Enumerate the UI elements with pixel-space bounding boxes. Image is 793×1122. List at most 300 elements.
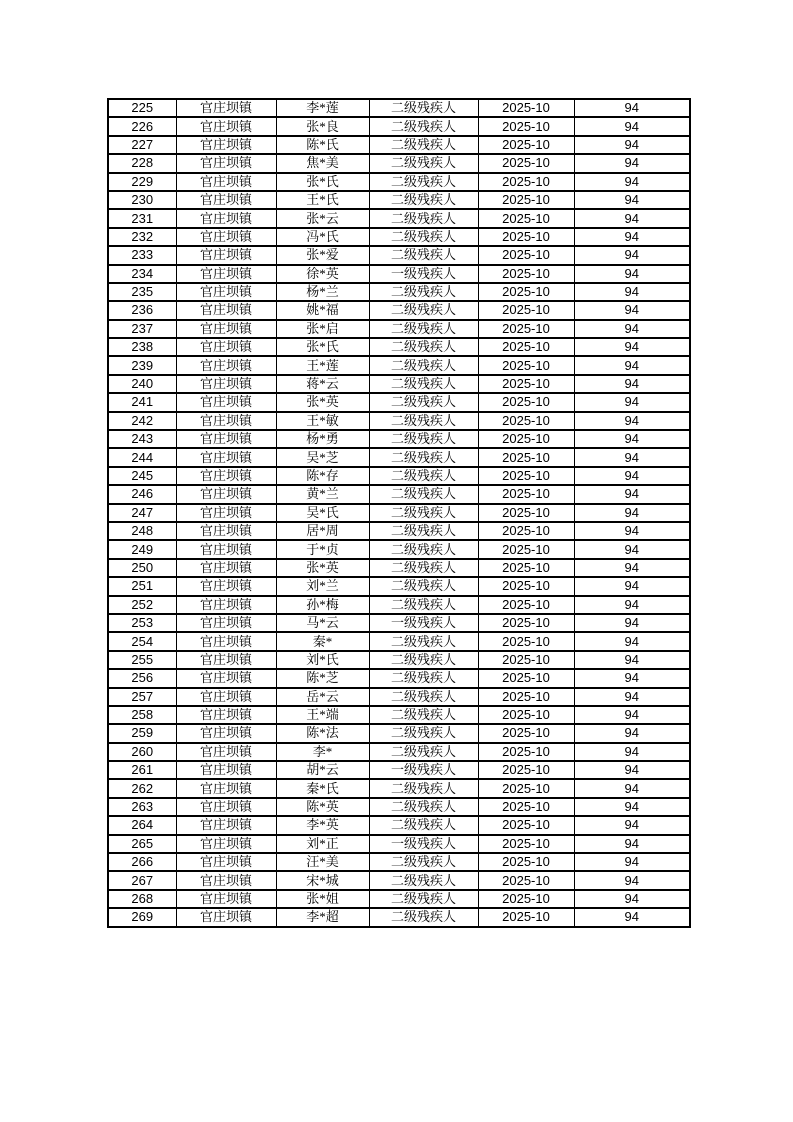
row-number-cell: 234 — [108, 265, 176, 283]
table-row — [108, 412, 690, 430]
name-cell: 张*英 — [276, 393, 369, 411]
row-number-cell: 261 — [108, 761, 176, 779]
category-cell: 二级残疾人 — [369, 651, 478, 669]
row-number-cell: 258 — [108, 706, 176, 724]
table-row — [108, 596, 690, 614]
town-cell: 官庄坝镇 — [176, 338, 276, 356]
row-number-cell: 250 — [108, 559, 176, 577]
name-cell: 吴*氏 — [276, 504, 369, 522]
table-row — [108, 871, 690, 889]
name-cell: 秦*氏 — [276, 779, 369, 797]
category-cell: 二级残疾人 — [369, 743, 478, 761]
name-cell: 秦* — [276, 632, 369, 650]
row-number-cell: 260 — [108, 743, 176, 761]
table-row — [108, 761, 690, 779]
category-cell: 二级残疾人 — [369, 504, 478, 522]
month-cell: 2025-10 — [478, 448, 574, 466]
table-row — [108, 779, 690, 797]
category-cell: 二级残疾人 — [369, 209, 478, 227]
amount-cell: 94 — [574, 136, 690, 154]
row-number-cell: 236 — [108, 301, 176, 319]
table-row — [108, 356, 690, 374]
table-row — [108, 706, 690, 724]
table-row — [108, 522, 690, 540]
name-cell: 徐*英 — [276, 265, 369, 283]
name-cell: 胡*云 — [276, 761, 369, 779]
table-row — [108, 338, 690, 356]
amount-cell: 94 — [574, 688, 690, 706]
amount-cell: 94 — [574, 816, 690, 834]
town-cell: 官庄坝镇 — [176, 743, 276, 761]
category-cell: 二级残疾人 — [369, 393, 478, 411]
month-cell: 2025-10 — [478, 614, 574, 632]
month-cell: 2025-10 — [478, 430, 574, 448]
amount-cell: 94 — [574, 301, 690, 319]
category-cell: 二级残疾人 — [369, 356, 478, 374]
row-number-cell: 254 — [108, 632, 176, 650]
month-cell: 2025-10 — [478, 117, 574, 135]
town-cell: 官庄坝镇 — [176, 614, 276, 632]
month-cell: 2025-10 — [478, 356, 574, 374]
table-row — [108, 669, 690, 687]
name-cell: 王*端 — [276, 706, 369, 724]
amount-cell: 94 — [574, 246, 690, 264]
month-cell: 2025-10 — [478, 779, 574, 797]
name-cell: 杨*兰 — [276, 283, 369, 301]
table-row — [108, 375, 690, 393]
row-number-cell: 226 — [108, 117, 176, 135]
name-cell: 陈*芝 — [276, 669, 369, 687]
amount-cell: 94 — [574, 669, 690, 687]
town-cell: 官庄坝镇 — [176, 632, 276, 650]
category-cell: 二级残疾人 — [369, 430, 478, 448]
row-number-cell: 253 — [108, 614, 176, 632]
category-cell: 二级残疾人 — [369, 577, 478, 595]
table-row — [108, 154, 690, 172]
town-cell: 官庄坝镇 — [176, 596, 276, 614]
category-cell: 二级残疾人 — [369, 375, 478, 393]
category-cell: 一级残疾人 — [369, 761, 478, 779]
month-cell: 2025-10 — [478, 835, 574, 853]
amount-cell: 94 — [574, 209, 690, 227]
amount-cell: 94 — [574, 724, 690, 742]
amount-cell: 94 — [574, 798, 690, 816]
town-cell: 官庄坝镇 — [176, 522, 276, 540]
category-cell: 二级残疾人 — [369, 798, 478, 816]
amount-cell: 94 — [574, 412, 690, 430]
name-cell: 张*良 — [276, 117, 369, 135]
name-cell: 焦*美 — [276, 154, 369, 172]
row-number-cell: 230 — [108, 191, 176, 209]
category-cell: 二级残疾人 — [369, 669, 478, 687]
category-cell: 二级残疾人 — [369, 283, 478, 301]
name-cell: 王*莲 — [276, 356, 369, 374]
name-cell: 于*贞 — [276, 540, 369, 558]
town-cell: 官庄坝镇 — [176, 779, 276, 797]
table-row — [108, 504, 690, 522]
amount-cell: 94 — [574, 191, 690, 209]
town-cell: 官庄坝镇 — [176, 191, 276, 209]
table-row — [108, 99, 690, 117]
month-cell: 2025-10 — [478, 504, 574, 522]
town-cell: 官庄坝镇 — [176, 835, 276, 853]
category-cell: 二级残疾人 — [369, 871, 478, 889]
town-cell: 官庄坝镇 — [176, 173, 276, 191]
town-cell: 官庄坝镇 — [176, 393, 276, 411]
amount-cell: 94 — [574, 154, 690, 172]
table-row — [108, 265, 690, 283]
category-cell: 二级残疾人 — [369, 559, 478, 577]
month-cell: 2025-10 — [478, 908, 574, 926]
name-cell: 宋*城 — [276, 871, 369, 889]
row-number-cell: 263 — [108, 798, 176, 816]
row-number-cell: 227 — [108, 136, 176, 154]
table-row — [108, 798, 690, 816]
town-cell: 官庄坝镇 — [176, 853, 276, 871]
town-cell: 官庄坝镇 — [176, 99, 276, 117]
month-cell: 2025-10 — [478, 283, 574, 301]
category-cell: 二级残疾人 — [369, 136, 478, 154]
name-cell: 岳*云 — [276, 688, 369, 706]
month-cell: 2025-10 — [478, 209, 574, 227]
name-cell: 李*超 — [276, 908, 369, 926]
amount-cell: 94 — [574, 375, 690, 393]
category-cell: 二级残疾人 — [369, 246, 478, 264]
row-number-cell: 265 — [108, 835, 176, 853]
row-number-cell: 243 — [108, 430, 176, 448]
amount-cell: 94 — [574, 908, 690, 926]
amount-cell: 94 — [574, 559, 690, 577]
town-cell: 官庄坝镇 — [176, 375, 276, 393]
table-row — [108, 301, 690, 319]
town-cell: 官庄坝镇 — [176, 246, 276, 264]
category-cell: 二级残疾人 — [369, 228, 478, 246]
town-cell: 官庄坝镇 — [176, 798, 276, 816]
month-cell: 2025-10 — [478, 890, 574, 908]
amount-cell: 94 — [574, 117, 690, 135]
row-number-cell: 259 — [108, 724, 176, 742]
category-cell: 二级残疾人 — [369, 117, 478, 135]
month-cell: 2025-10 — [478, 761, 574, 779]
town-cell: 官庄坝镇 — [176, 356, 276, 374]
row-number-cell: 267 — [108, 871, 176, 889]
table-row — [108, 320, 690, 338]
row-number-cell: 246 — [108, 485, 176, 503]
name-cell: 刘*兰 — [276, 577, 369, 595]
table-row — [108, 283, 690, 301]
amount-cell: 94 — [574, 320, 690, 338]
town-cell: 官庄坝镇 — [176, 688, 276, 706]
name-cell: 李*莲 — [276, 99, 369, 117]
category-cell: 二级残疾人 — [369, 191, 478, 209]
amount-cell: 94 — [574, 779, 690, 797]
amount-cell: 94 — [574, 467, 690, 485]
category-cell: 二级残疾人 — [369, 99, 478, 117]
amount-cell: 94 — [574, 522, 690, 540]
month-cell: 2025-10 — [478, 136, 574, 154]
row-number-cell: 241 — [108, 393, 176, 411]
town-cell: 官庄坝镇 — [176, 136, 276, 154]
table-row — [108, 559, 690, 577]
amount-cell: 94 — [574, 890, 690, 908]
category-cell: 二级残疾人 — [369, 338, 478, 356]
amount-cell: 94 — [574, 853, 690, 871]
name-cell: 汪*美 — [276, 853, 369, 871]
name-cell: 李*英 — [276, 816, 369, 834]
town-cell: 官庄坝镇 — [176, 320, 276, 338]
table-row — [108, 191, 690, 209]
category-cell: 二级残疾人 — [369, 779, 478, 797]
table-row — [108, 743, 690, 761]
amount-cell: 94 — [574, 504, 690, 522]
town-cell: 官庄坝镇 — [176, 816, 276, 834]
amount-cell: 94 — [574, 283, 690, 301]
amount-cell: 94 — [574, 99, 690, 117]
row-number-cell: 268 — [108, 890, 176, 908]
table-row — [108, 577, 690, 595]
month-cell: 2025-10 — [478, 338, 574, 356]
name-cell: 杨*勇 — [276, 430, 369, 448]
name-cell: 孙*梅 — [276, 596, 369, 614]
row-number-cell: 255 — [108, 651, 176, 669]
table-row — [108, 540, 690, 558]
town-cell: 官庄坝镇 — [176, 448, 276, 466]
row-number-cell: 232 — [108, 228, 176, 246]
row-number-cell: 262 — [108, 779, 176, 797]
town-cell: 官庄坝镇 — [176, 504, 276, 522]
month-cell: 2025-10 — [478, 99, 574, 117]
month-cell: 2025-10 — [478, 816, 574, 834]
row-number-cell: 244 — [108, 448, 176, 466]
amount-cell: 94 — [574, 632, 690, 650]
table-row — [108, 246, 690, 264]
row-number-cell: 242 — [108, 412, 176, 430]
category-cell: 一级残疾人 — [369, 265, 478, 283]
month-cell: 2025-10 — [478, 228, 574, 246]
category-cell: 二级残疾人 — [369, 301, 478, 319]
category-cell: 二级残疾人 — [369, 688, 478, 706]
table-row — [108, 632, 690, 650]
row-number-cell: 233 — [108, 246, 176, 264]
town-cell: 官庄坝镇 — [176, 871, 276, 889]
name-cell: 张*云 — [276, 209, 369, 227]
name-cell: 王*氏 — [276, 191, 369, 209]
amount-cell: 94 — [574, 338, 690, 356]
row-number-cell: 225 — [108, 99, 176, 117]
amount-cell: 94 — [574, 743, 690, 761]
table-row — [108, 816, 690, 834]
table-row — [108, 890, 690, 908]
table-row — [108, 228, 690, 246]
town-cell: 官庄坝镇 — [176, 908, 276, 926]
row-number-cell: 249 — [108, 540, 176, 558]
row-number-cell: 251 — [108, 577, 176, 595]
month-cell: 2025-10 — [478, 743, 574, 761]
month-cell: 2025-10 — [478, 724, 574, 742]
name-cell: 姚*福 — [276, 301, 369, 319]
town-cell: 官庄坝镇 — [176, 209, 276, 227]
month-cell: 2025-10 — [478, 706, 574, 724]
amount-cell: 94 — [574, 485, 690, 503]
table-row — [108, 688, 690, 706]
category-cell: 二级残疾人 — [369, 724, 478, 742]
month-cell: 2025-10 — [478, 577, 574, 595]
category-cell: 二级残疾人 — [369, 540, 478, 558]
town-cell: 官庄坝镇 — [176, 485, 276, 503]
town-cell: 官庄坝镇 — [176, 154, 276, 172]
town-cell: 官庄坝镇 — [176, 559, 276, 577]
table-row — [108, 614, 690, 632]
category-cell: 二级残疾人 — [369, 632, 478, 650]
row-number-cell: 239 — [108, 356, 176, 374]
table-row — [108, 430, 690, 448]
name-cell: 陈*氏 — [276, 136, 369, 154]
amount-cell: 94 — [574, 651, 690, 669]
row-number-cell: 256 — [108, 669, 176, 687]
category-cell: 二级残疾人 — [369, 412, 478, 430]
town-cell: 官庄坝镇 — [176, 577, 276, 595]
month-cell: 2025-10 — [478, 191, 574, 209]
category-cell: 二级残疾人 — [369, 853, 478, 871]
category-cell: 二级残疾人 — [369, 320, 478, 338]
amount-cell: 94 — [574, 761, 690, 779]
amount-cell: 94 — [574, 356, 690, 374]
month-cell: 2025-10 — [478, 596, 574, 614]
amount-cell: 94 — [574, 173, 690, 191]
row-number-cell: 238 — [108, 338, 176, 356]
town-cell: 官庄坝镇 — [176, 283, 276, 301]
amount-cell: 94 — [574, 228, 690, 246]
category-cell: 二级残疾人 — [369, 448, 478, 466]
month-cell: 2025-10 — [478, 393, 574, 411]
name-cell: 刘*正 — [276, 835, 369, 853]
town-cell: 官庄坝镇 — [176, 890, 276, 908]
category-cell: 二级残疾人 — [369, 485, 478, 503]
month-cell: 2025-10 — [478, 467, 574, 485]
row-number-cell: 240 — [108, 375, 176, 393]
month-cell: 2025-10 — [478, 798, 574, 816]
table-row — [108, 393, 690, 411]
amount-cell: 94 — [574, 540, 690, 558]
town-cell: 官庄坝镇 — [176, 467, 276, 485]
name-cell: 张*氏 — [276, 173, 369, 191]
table-row — [108, 117, 690, 135]
name-cell: 张*氏 — [276, 338, 369, 356]
category-cell: 二级残疾人 — [369, 522, 478, 540]
month-cell: 2025-10 — [478, 688, 574, 706]
table-row — [108, 853, 690, 871]
row-number-cell: 231 — [108, 209, 176, 227]
name-cell: 陈*存 — [276, 467, 369, 485]
month-cell: 2025-10 — [478, 301, 574, 319]
subsidy-table — [107, 98, 691, 928]
town-cell: 官庄坝镇 — [176, 301, 276, 319]
row-number-cell: 235 — [108, 283, 176, 301]
name-cell: 张*姐 — [276, 890, 369, 908]
category-cell: 二级残疾人 — [369, 908, 478, 926]
table-row — [108, 485, 690, 503]
town-cell: 官庄坝镇 — [176, 540, 276, 558]
table-row — [108, 835, 690, 853]
category-cell: 二级残疾人 — [369, 816, 478, 834]
table-row — [108, 908, 690, 926]
row-number-cell: 247 — [108, 504, 176, 522]
month-cell: 2025-10 — [478, 669, 574, 687]
month-cell: 2025-10 — [478, 540, 574, 558]
name-cell: 王*敏 — [276, 412, 369, 430]
category-cell: 二级残疾人 — [369, 706, 478, 724]
row-number-cell: 257 — [108, 688, 176, 706]
row-number-cell: 237 — [108, 320, 176, 338]
month-cell: 2025-10 — [478, 375, 574, 393]
amount-cell: 94 — [574, 835, 690, 853]
month-cell: 2025-10 — [478, 320, 574, 338]
table-row — [108, 467, 690, 485]
town-cell: 官庄坝镇 — [176, 706, 276, 724]
month-cell: 2025-10 — [478, 173, 574, 191]
amount-cell: 94 — [574, 614, 690, 632]
category-cell: 二级残疾人 — [369, 154, 478, 172]
amount-cell: 94 — [574, 393, 690, 411]
row-number-cell: 266 — [108, 853, 176, 871]
month-cell: 2025-10 — [478, 871, 574, 889]
name-cell: 蒋*云 — [276, 375, 369, 393]
month-cell: 2025-10 — [478, 246, 574, 264]
amount-cell: 94 — [574, 596, 690, 614]
amount-cell: 94 — [574, 430, 690, 448]
row-number-cell: 248 — [108, 522, 176, 540]
month-cell: 2025-10 — [478, 632, 574, 650]
name-cell: 刘*氏 — [276, 651, 369, 669]
amount-cell: 94 — [574, 577, 690, 595]
town-cell: 官庄坝镇 — [176, 724, 276, 742]
town-cell: 官庄坝镇 — [176, 117, 276, 135]
row-number-cell: 229 — [108, 173, 176, 191]
name-cell: 陈*英 — [276, 798, 369, 816]
name-cell: 陈*法 — [276, 724, 369, 742]
town-cell: 官庄坝镇 — [176, 761, 276, 779]
town-cell: 官庄坝镇 — [176, 651, 276, 669]
category-cell: 二级残疾人 — [369, 173, 478, 191]
amount-cell: 94 — [574, 265, 690, 283]
table-row — [108, 136, 690, 154]
town-cell: 官庄坝镇 — [176, 228, 276, 246]
table-row — [108, 724, 690, 742]
subsidy-table-body — [108, 99, 690, 927]
month-cell: 2025-10 — [478, 853, 574, 871]
table-row — [108, 173, 690, 191]
table-row — [108, 209, 690, 227]
town-cell: 官庄坝镇 — [176, 265, 276, 283]
row-number-cell: 264 — [108, 816, 176, 834]
month-cell: 2025-10 — [478, 559, 574, 577]
row-number-cell: 252 — [108, 596, 176, 614]
month-cell: 2025-10 — [478, 651, 574, 669]
table-row — [108, 651, 690, 669]
amount-cell: 94 — [574, 706, 690, 724]
amount-cell: 94 — [574, 871, 690, 889]
category-cell: 二级残疾人 — [369, 890, 478, 908]
name-cell: 居*周 — [276, 522, 369, 540]
month-cell: 2025-10 — [478, 412, 574, 430]
category-cell: 二级残疾人 — [369, 467, 478, 485]
name-cell: 李* — [276, 743, 369, 761]
name-cell: 张*爱 — [276, 246, 369, 264]
amount-cell: 94 — [574, 448, 690, 466]
row-number-cell: 245 — [108, 467, 176, 485]
month-cell: 2025-10 — [478, 485, 574, 503]
month-cell: 2025-10 — [478, 154, 574, 172]
